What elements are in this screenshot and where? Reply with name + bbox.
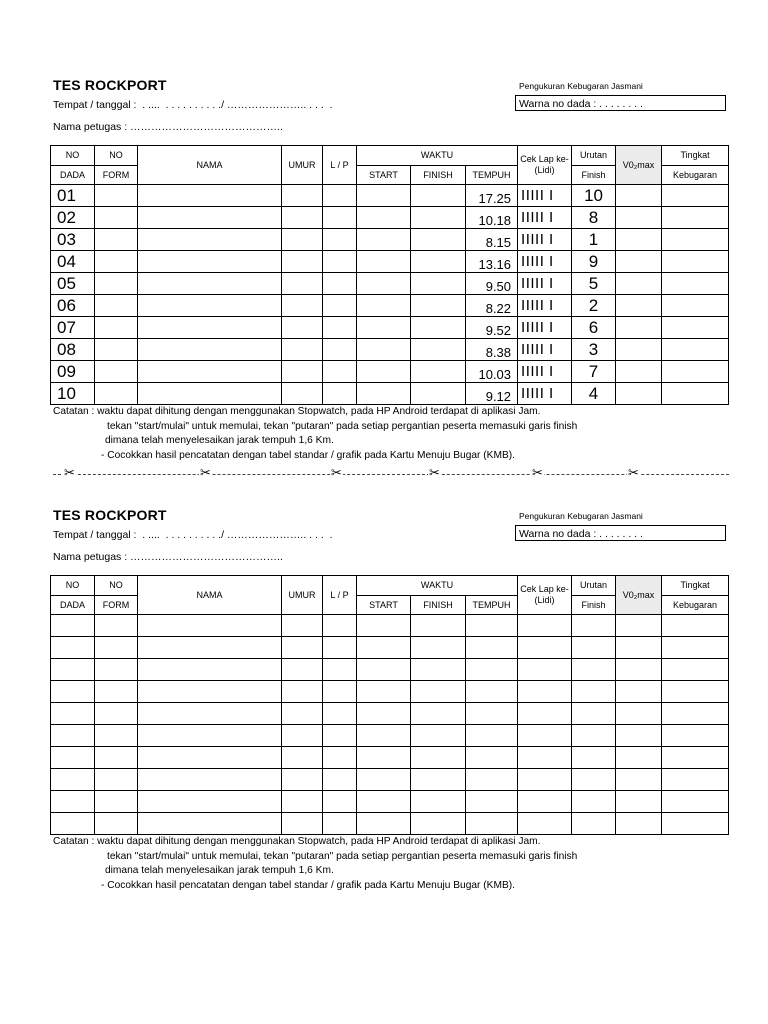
row-cek-lap: IIIII I <box>518 207 572 229</box>
table-row <box>51 681 729 703</box>
row-no-dada <box>51 637 95 659</box>
col-no-form-2: FORM <box>95 166 138 185</box>
row-cek-lap: IIIII I <box>518 229 572 251</box>
row-tempuh: 10.18 <box>466 207 518 229</box>
row-no-dada <box>51 681 95 703</box>
form-title: TES ROCKPORT <box>53 507 167 523</box>
col-tingkat: Tingkat <box>662 576 729 596</box>
col-tempuh: TEMPUH <box>466 596 518 615</box>
col-start: START <box>357 596 411 615</box>
row-no-dada <box>51 725 95 747</box>
scissors-icon: ✂ <box>532 465 543 480</box>
col-tingkat: Tingkat <box>662 146 729 166</box>
col-finish: FINISH <box>411 596 466 615</box>
row-no-dada <box>51 791 95 813</box>
col-waktu: WAKTU <box>357 576 518 596</box>
col-no-dada: NO <box>51 146 95 166</box>
table-row <box>51 207 729 229</box>
table-row <box>51 273 729 295</box>
col-finish: FINISH <box>411 166 466 185</box>
col-waktu: WAKTU <box>357 146 518 166</box>
scissors-icon: ✂ <box>64 465 75 480</box>
col-tingkat-2: Kebugaran <box>662 596 729 615</box>
cut-line <box>53 465 729 480</box>
col-no-form-2: FORM <box>95 596 138 615</box>
col-cek-lap: Cek Lap ke- (Lidi) <box>518 576 572 615</box>
row-no-dada: 07 <box>51 317 95 339</box>
note-line: - Cocokkan hasil pencatatan dengan tabel standar / grafik pada Kartu Menuju Bugar (KMB). <box>101 879 515 891</box>
col-no-form: NO <box>95 146 138 166</box>
table-row <box>51 361 729 383</box>
table-row <box>51 637 729 659</box>
row-tempuh: 13.16 <box>466 251 518 273</box>
row-no-dada <box>51 615 95 637</box>
note-line: - Cocokkan hasil pencatatan dengan tabel standar / grafik pada Kartu Menuju Bugar (KMB). <box>101 449 515 461</box>
row-cek-lap: IIIII I <box>518 251 572 273</box>
row-tempuh: 8.22 <box>466 295 518 317</box>
table-row <box>51 769 729 791</box>
col-lp: L / P <box>323 576 357 615</box>
row-no-dada: 02 <box>51 207 95 229</box>
row-no-dada <box>51 703 95 725</box>
row-urutan: 10 <box>572 185 616 207</box>
col-lp: L / P <box>323 146 357 185</box>
col-tempuh: TEMPUH <box>466 166 518 185</box>
bib-color-field: Warna no dada : . . . . . . . . <box>515 525 726 541</box>
row-urutan: 9 <box>572 251 616 273</box>
row-no-dada: 08 <box>51 339 95 361</box>
table-row <box>51 747 729 769</box>
table-row <box>51 615 729 637</box>
col-tingkat-2: Kebugaran <box>662 166 729 185</box>
blank-rows <box>51 615 729 835</box>
bib-color-field: Warna no dada : . . . . . . . . <box>515 95 726 111</box>
col-umur: UMUR <box>282 576 323 615</box>
note-line: Catatan : waktu dapat dihitung dengan menggunakan Stopwatch, pada HP Android terdapat di aplikasi Jam. <box>53 406 541 417</box>
row-tempuh: 9.12 <box>466 383 518 405</box>
row-no-dada <box>51 659 95 681</box>
row-no-dada: 04 <box>51 251 95 273</box>
row-cek-lap: IIIII I <box>518 295 572 317</box>
results-table <box>50 145 729 405</box>
row-no-dada: 05 <box>51 273 95 295</box>
table-row <box>51 185 729 207</box>
place-date-field: Tempat / tanggal : . .... . . . . . . . . . ./ ………………….. . . . . <box>53 99 333 111</box>
row-no-dada <box>51 769 95 791</box>
col-nama: NAMA <box>138 576 282 615</box>
col-urutan-2: Finish <box>572 596 616 615</box>
notes <box>53 405 577 463</box>
col-umur: UMUR <box>282 146 323 185</box>
col-start: START <box>357 166 411 185</box>
col-vo2max: V0₂max <box>616 146 662 185</box>
results-table-blank <box>50 575 729 835</box>
table-row <box>51 659 729 681</box>
note-line: Catatan : waktu dapat dihitung dengan menggunakan Stopwatch, pada HP Android terdapat di aplikasi Jam. <box>53 836 541 847</box>
row-urutan: 6 <box>572 317 616 339</box>
row-tempuh: 9.50 <box>466 273 518 295</box>
row-cek-lap: IIIII I <box>518 317 572 339</box>
col-cek-lap: Cek Lap ke- (Lidi) <box>518 146 572 185</box>
row-urutan: 8 <box>572 207 616 229</box>
officer-name-field: Nama petugas : …………………………………….. <box>53 121 283 133</box>
table-row <box>51 791 729 813</box>
note-line: dimana telah menyelesaikan jarak tempuh 1,6 Km. <box>105 865 334 876</box>
row-urutan: 7 <box>572 361 616 383</box>
notes <box>53 835 577 893</box>
col-no-dada: NO <box>51 576 95 596</box>
table-row <box>51 251 729 273</box>
officer-name-field: Nama petugas : …………………………………….. <box>53 551 283 563</box>
col-no-form: NO <box>95 576 138 596</box>
table-row <box>51 383 729 405</box>
row-tempuh: 8.15 <box>466 229 518 251</box>
col-no-dada-2: DADA <box>51 596 95 615</box>
row-tempuh: 8.38 <box>466 339 518 361</box>
scissors-icon: ✂ <box>331 465 342 480</box>
row-no-dada: 03 <box>51 229 95 251</box>
col-urutan-2: Finish <box>572 166 616 185</box>
row-cek-lap: IIIII I <box>518 361 572 383</box>
form-title: TES ROCKPORT <box>53 77 167 93</box>
table-row <box>51 725 729 747</box>
row-urutan: 3 <box>572 339 616 361</box>
scissors-icon: ✂ <box>200 465 211 480</box>
row-no-dada: 06 <box>51 295 95 317</box>
row-tempuh: 9.52 <box>466 317 518 339</box>
scissors-icon: ✂ <box>628 465 639 480</box>
col-urutan: Urutan <box>572 576 616 596</box>
row-urutan: 5 <box>572 273 616 295</box>
row-urutan: 2 <box>572 295 616 317</box>
table-row <box>51 703 729 725</box>
note-line: tekan "start/mulai" untuk memulai, tekan "putaran" pada setiap pergantian peserta memasuki garis finish <box>107 420 578 432</box>
table-row <box>51 295 729 317</box>
note-line: tekan "start/mulai" untuk memulai, tekan "putaran" pada setiap pergantian peserta memasuki garis finish <box>107 850 578 862</box>
row-no-dada: 09 <box>51 361 95 383</box>
col-no-dada-2: DADA <box>51 166 95 185</box>
row-cek-lap: IIIII I <box>518 273 572 295</box>
form-subtitle: Pengukuran Kebugaran Jasmani <box>519 511 643 521</box>
scissors-icon: ✂ <box>429 465 440 480</box>
form-subtitle: Pengukuran Kebugaran Jasmani <box>519 81 643 91</box>
row-tempuh: 17.25 <box>466 185 518 207</box>
col-urutan: Urutan <box>572 146 616 166</box>
row-cek-lap: IIIII I <box>518 185 572 207</box>
row-no-dada <box>51 747 95 769</box>
row-cek-lap: IIIII I <box>518 339 572 361</box>
row-no-dada: 10 <box>51 383 95 405</box>
table-row <box>51 339 729 361</box>
table-row <box>51 317 729 339</box>
row-urutan: 4 <box>572 383 616 405</box>
row-urutan: 1 <box>572 229 616 251</box>
row-tempuh: 10.03 <box>466 361 518 383</box>
place-date-field: Tempat / tanggal : . .... . . . . . . . . . ./ ………………….. . . . . <box>53 529 333 541</box>
row-cek-lap: IIIII I <box>518 383 572 405</box>
table-row <box>51 813 729 835</box>
col-nama: NAMA <box>138 146 282 185</box>
table-row <box>51 229 729 251</box>
row-no-dada <box>51 813 95 835</box>
row-no-dada: 01 <box>51 185 95 207</box>
note-line: dimana telah menyelesaikan jarak tempuh 1,6 Km. <box>105 435 334 446</box>
col-vo2max: V0₂max <box>616 576 662 615</box>
